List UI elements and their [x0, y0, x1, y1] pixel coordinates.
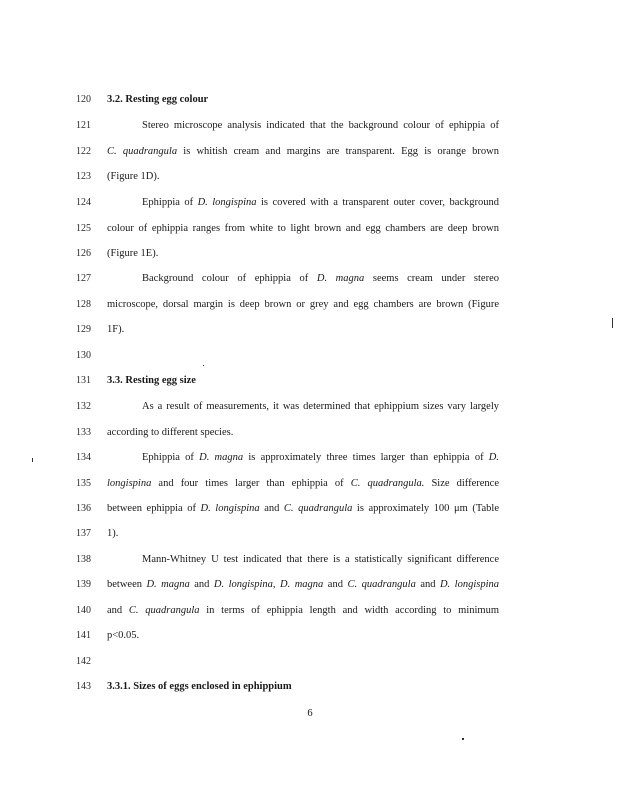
line-number: 122 [76, 146, 91, 157]
text-segment: 1F). [107, 324, 125, 335]
text-line [107, 579, 499, 591]
text-line [107, 605, 499, 617]
text-segment: Stereo microscope analysis indicated that the background colour of ephippia of [142, 120, 499, 131]
text-line [107, 503, 499, 515]
text-segment: As a result of measurements, it was determined that ephippium sizes vary largely [142, 401, 499, 412]
italic-text: D. longispina [200, 503, 260, 514]
text-segment: is approximately 100 μm (Table [352, 503, 499, 514]
italic-text: C. quadrangula [107, 146, 178, 157]
text-segment: in terms of ephippia length and width according to minimum [199, 605, 499, 616]
line-number: 126 [76, 248, 91, 259]
line-number: 141 [76, 630, 91, 641]
text-line [107, 299, 499, 311]
text-line [142, 401, 499, 413]
text-line [107, 324, 499, 336]
text-line [107, 248, 499, 260]
text-line [142, 452, 499, 464]
italic-text: D. longispina [439, 579, 499, 590]
italic-text: D. magna [316, 273, 365, 284]
italic-text: C. quadrangula [283, 503, 353, 514]
text-line [142, 273, 499, 285]
text-segment: is covered with a transparent outer cover, background [256, 197, 500, 208]
line-number: 127 [76, 273, 91, 284]
text-segment: Mann-Whitney U test indicated that there is a statistically significant difference [142, 554, 499, 565]
line-number: 136 [76, 503, 91, 514]
italic-text: D. longispina [197, 197, 257, 208]
text-segment: 3.3. Resting egg size [107, 375, 196, 386]
section-heading [107, 681, 499, 693]
text-segment: and [323, 579, 348, 590]
text-segment: (Figure 1D). [107, 171, 160, 182]
line-number: 131 [76, 375, 91, 386]
text-segment: (Figure 1E). [107, 248, 159, 259]
text-segment: is approximately three times larger than ephippia of [243, 452, 489, 463]
text-segment: between [107, 579, 147, 590]
italic-text: D. magna [199, 452, 244, 463]
line-number: 135 [76, 478, 91, 489]
text-line [107, 223, 499, 235]
italic-text: D. longispina [213, 579, 273, 590]
text-segment: is whitish cream and margins are transparent. Egg is orange brown [177, 146, 499, 157]
text-segment: according to different species. [107, 427, 234, 438]
italic-text: C. quadrangula. [350, 478, 425, 489]
text-segment: Ephippia of [142, 197, 198, 208]
line-number: 138 [76, 554, 91, 565]
text-line [142, 554, 499, 566]
scan-speck [203, 365, 204, 366]
text-line [107, 630, 499, 642]
line-number: 139 [76, 579, 91, 590]
text-segment: and four times larger than ephippia of [151, 478, 351, 489]
section-heading [107, 94, 499, 106]
line-number: 140 [76, 605, 91, 616]
text-line [107, 427, 499, 439]
text-segment: and [259, 503, 284, 514]
italic-text: longispina [107, 478, 152, 489]
line-number: 134 [76, 452, 91, 463]
text-segment: and [107, 605, 129, 616]
text-segment: and [415, 579, 440, 590]
text-segment: and [189, 579, 214, 590]
scan-speck [32, 458, 33, 462]
text-segment: 1). [107, 528, 119, 539]
scan-mark [612, 318, 613, 328]
text-segment: between ephippia of [107, 503, 201, 514]
text-segment: , [272, 579, 281, 590]
line-number: 120 [76, 94, 91, 105]
text-segment: microscope, dorsal margin is deep brown or grey and egg chambers are brown (Figure [107, 299, 499, 310]
line-number: 123 [76, 171, 91, 182]
italic-text: D. magna [280, 579, 324, 590]
text-line [107, 478, 499, 490]
line-number: 132 [76, 401, 91, 412]
line-number: 143 [76, 681, 91, 692]
line-number: 142 [76, 656, 91, 667]
text-line [107, 171, 499, 183]
text-segment: 3.2. Resting egg colour [107, 94, 209, 105]
text-segment: seems cream under stereo [364, 273, 499, 284]
text-segment: p<0.05. [107, 630, 140, 641]
text-line [107, 528, 499, 540]
text-line [107, 146, 499, 158]
text-segment: 3.3.1. Sizes of eggs enclosed in ephippium [107, 681, 292, 692]
text-line [142, 120, 499, 132]
italic-text: D. [488, 452, 500, 463]
line-number: 125 [76, 223, 91, 234]
section-heading [107, 375, 499, 387]
text-segment: colour of ephippia ranges from white to light brown and egg chambers are deep brown [107, 223, 499, 234]
line-number: 130 [76, 350, 91, 361]
text-line [142, 197, 499, 209]
line-number: 133 [76, 427, 91, 438]
line-number: 121 [76, 120, 91, 131]
page-number: 6 [307, 708, 313, 719]
line-number: 124 [76, 197, 91, 208]
line-number: 129 [76, 324, 91, 335]
italic-text: D. magna [146, 579, 190, 590]
text-segment: Ephippia of [142, 452, 200, 463]
line-number: 137 [76, 528, 91, 539]
text-segment: Size difference [424, 478, 499, 489]
scan-speck [462, 738, 464, 740]
text-segment: Background colour of ephippia of [142, 273, 317, 284]
italic-text: C. quadrangula [128, 605, 200, 616]
line-number: 128 [76, 299, 91, 310]
italic-text: C. quadrangula [347, 579, 416, 590]
